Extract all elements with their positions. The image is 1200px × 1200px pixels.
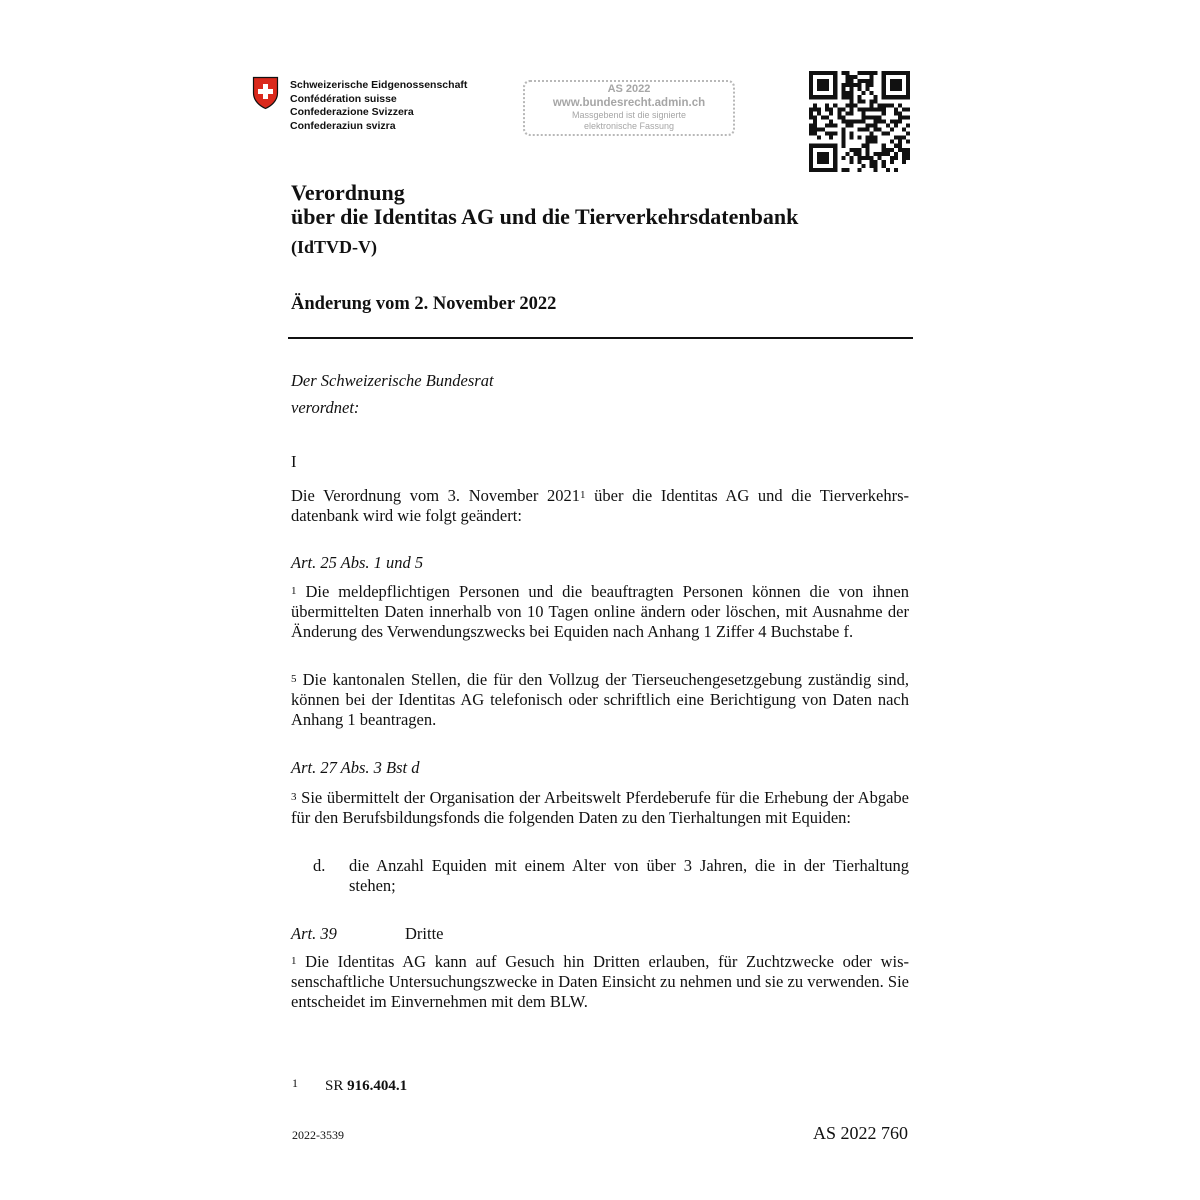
- ordinance-abbreviation: (IdTVD-V): [291, 237, 378, 257]
- confed-name-it: Confederazione Svizzera: [290, 106, 414, 118]
- art-27-heading: Art. 27 Abs. 3 Bst d: [291, 758, 420, 777]
- preamble: [291, 367, 494, 421]
- list-item-label: d.: [313, 856, 326, 875]
- footnote-marker[interactable]: 1: [579, 489, 586, 501]
- document-number: 2022-3539: [292, 1128, 344, 1142]
- paragraph-number: 1: [291, 585, 297, 597]
- footnote-prefix: SR: [325, 1078, 348, 1094]
- art-25-paragraph-5: [291, 670, 909, 730]
- paragraph-text: Die meldepflichtigen Personen und die beauftragten Personen können die von ihnen übermittelten Daten innerhalb von 10 Tagen online ändern oder löschen, mit Ausnahme der Änderung des Verwendungszwecks bei Equiden nach Anhang 1 Ziffer 4 Buchstabe f.: [291, 582, 909, 641]
- qr-code: [809, 71, 910, 172]
- paragraph-text: Die Identitas AG kann auf Gesuch hin Dritten erlauben, für Zuchtzwecke oder wissenschaftliche Untersuchungszwecke in Daten Einsicht zu nehmen und sie zu verwenden. Sie entscheidet im Einvernehmen mit dem BLW.: [291, 952, 909, 1011]
- amendment-date: Änderung vom 2. November 2022: [291, 294, 557, 314]
- paragraph-number: 1: [291, 955, 297, 967]
- list-item-text: die Anzahl Equiden mit einem Alter von über 3 Jahren, die in der Tierhaltung stehen;: [349, 856, 909, 895]
- swiss-crest-icon: [252, 76, 279, 110]
- stamp-website: www.bundesrecht.admin.ch: [552, 97, 706, 109]
- paragraph-number: 5: [291, 673, 297, 685]
- paragraph-text: Sie übermittelt der Organisation der Arbeitswelt Pferdeberufe für die Erhebung der Abgabe für den Berufsbildungsfonds die folgenden Daten zu den Tierhaltungen mit Equiden:: [291, 788, 909, 827]
- art-27-paragraph-3: [291, 788, 909, 828]
- paragraph-number: 3: [291, 791, 297, 803]
- paragraph-text: Die kantonalen Stellen, die für den Vollzug der Tierseuchengesetzgebung zuständig sind, können bei der Identitas AG telefonisch oder schriftlich eine Berichtigung von Daten nach Anhang 1 beantragen.: [291, 670, 909, 729]
- confed-name-de: Schweizerische Eidgenossenschaft: [290, 79, 468, 91]
- confederation-names: [290, 79, 467, 133]
- official-publication-stamp: [523, 80, 735, 136]
- preamble-line-1: Der Schweizerische Bundesrat: [291, 371, 494, 390]
- title-line-2: über die Identitas AG und die Tierverkehrsdatenbank: [291, 204, 799, 229]
- art-39-paragraph-1: [291, 952, 909, 1012]
- ordinance-title: [291, 181, 798, 229]
- title-divider: [288, 337, 913, 339]
- footnote-sr-number[interactable]: 916.404.1: [347, 1078, 408, 1094]
- stamp-as-number: AS 2022: [607, 83, 651, 95]
- intro-paragraph: [291, 486, 909, 526]
- art-39-heading: Art. 39: [291, 924, 337, 943]
- title-line-1: Verordnung: [291, 180, 405, 205]
- section-number: I: [291, 452, 297, 471]
- footnote-number: 1: [292, 1076, 298, 1090]
- confed-name-fr: Confédération suisse: [290, 92, 397, 105]
- footnote-text: [325, 1078, 407, 1095]
- official-compilation-reference: AS 2022 760: [813, 1123, 909, 1143]
- stamp-note-line2: elektronische Fassung: [583, 121, 675, 131]
- intro-text-end: über die Identitas AG und die Tierverkehrsdatenbank wird wie folgt geändert:: [291, 486, 909, 525]
- intro-text-start: Die Verordnung vom 3. November 2021: [291, 486, 580, 505]
- art-39-title: Dritte: [405, 924, 444, 943]
- confed-name-rm: Confederaziun svizra: [290, 119, 396, 132]
- preamble-line-2: verordnet:: [291, 398, 360, 417]
- art-25-heading: Art. 25 Abs. 1 und 5: [291, 553, 424, 572]
- art-25-paragraph-1: [291, 582, 909, 642]
- stamp-note-line1: Massgebend ist die signierte: [571, 110, 687, 120]
